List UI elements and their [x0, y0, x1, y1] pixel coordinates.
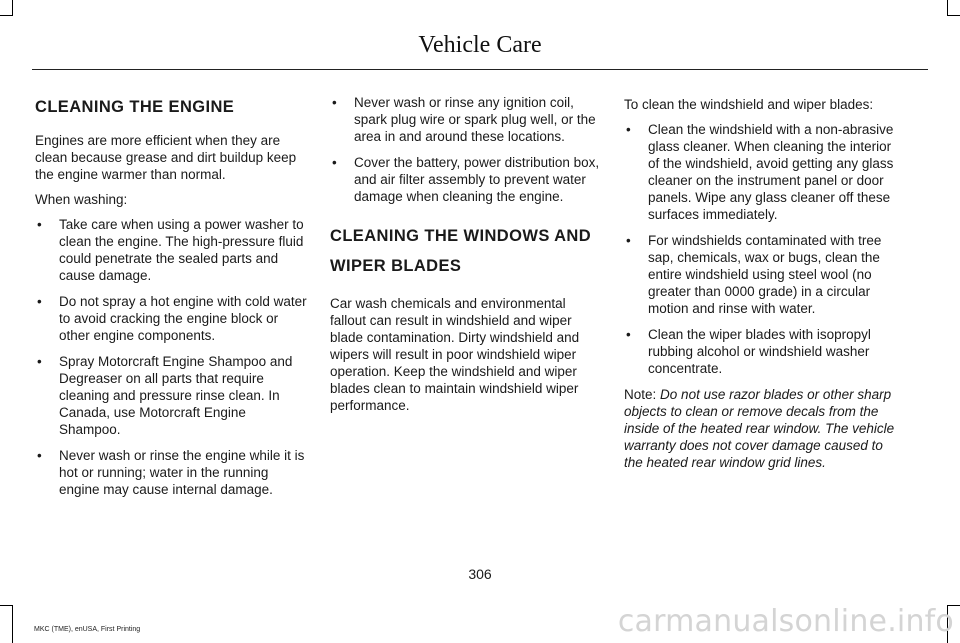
list-item-text: Clean the windshield with a non-abrasive glass cleaner. When cleaning the interior of the windshield, avoid getting any glass cleaner on the instrument panel or door panels. Wipe any glass cleaner off these surfaces immediately. [648, 122, 894, 222]
bullet-icon: • [37, 448, 42, 463]
list-item [35, 353, 309, 438]
list-item [624, 232, 898, 317]
note-paragraph [624, 386, 898, 471]
bullet-icon: • [626, 122, 631, 137]
windshield-cleaning-list [624, 121, 898, 377]
list-item-text: Do not spray a hot engine with cold water to avoid cracking the engine block or other engine components. [59, 294, 307, 343]
windshield-intro: To clean the windshield and wiper blades: [624, 97, 874, 112]
list-item [330, 154, 604, 205]
engine-intro-paragraph: Engines are more efficient when they are clean because grease and dirt buildup keep the engine warmer than normal. [35, 133, 297, 182]
heading-line-2: WIPER BLADES [330, 257, 462, 275]
list-item-text: For windshields contaminated with tree sap, chemicals, wax or bugs, clean the entire windshield using steel wool (no greater than 0000 grade) in a circular motion and rinse with water. [648, 233, 882, 316]
crop-mark-top-right-h [947, 15, 960, 16]
crop-mark-bottom-left-v [12, 605, 13, 643]
list-item-text: Cover the battery, power distribution box, and air filter assembly to prevent water damage when cleaning the engine. [354, 155, 600, 204]
list-item-text: Take care when using a power washer to clean the engine. The high-pressure fluid could penetrate the sealed parts and cause damage. [59, 217, 304, 283]
section-heading-cleaning-windows [330, 221, 604, 281]
list-item [35, 447, 309, 498]
list-item [624, 121, 898, 223]
section-heading-cleaning-engine: CLEANING THE ENGINE [35, 98, 235, 116]
list-item [330, 94, 604, 145]
when-washing-label: When washing: [35, 192, 128, 207]
list-item [624, 326, 898, 377]
bullet-icon: • [37, 294, 42, 309]
bullet-icon: • [626, 327, 631, 342]
list-item-text: Spray Motorcraft Engine Shampoo and Degreaser on all parts that require cleaning and pressure rinse clean. In Canada, use Motorcraft Engine Shampoo. [59, 354, 293, 437]
heading-line-1: CLEANING THE WINDOWS AND [330, 227, 592, 245]
crop-mark-top-right-v [947, 0, 948, 16]
column-2 [330, 94, 604, 422]
note-text: Do not use razor blades or other sharp objects to clean or remove decals from the inside of the heated rear window. The vehicle warranty does not cover damage caused to the heated rear window grid lines. [624, 387, 895, 470]
engine-washing-list [35, 216, 309, 498]
bullet-icon: • [332, 95, 337, 110]
column-1 [35, 96, 309, 507]
note-label: Note: [624, 387, 657, 402]
crop-mark-top-left-v [12, 0, 13, 16]
crop-mark-top-left-h [0, 15, 13, 16]
bullet-icon: • [626, 233, 631, 248]
list-item [35, 293, 309, 344]
crop-mark-bottom-left-h [0, 605, 13, 606]
list-item-text: Never wash or rinse the engine while it is hot or running; water in the running engine may cause internal damage. [59, 448, 305, 497]
page-header-title: Vehicle Care [418, 32, 542, 58]
header-divider [32, 69, 928, 70]
windows-intro-paragraph: Car wash chemicals and environmental fallout can result in windshield and wiper blade contamination. Dirty windshield and wipers will result in poor windshield wiper operation. Keep the windshield and wiper blades clean to maintain windshield wiper performance. [330, 296, 580, 413]
list-item [35, 216, 309, 284]
bullet-icon: • [37, 217, 42, 232]
engine-washing-list-continued [330, 94, 604, 205]
list-item-text: Never wash or rinse any ignition coil, spark plug wire or spark plug well, or the area in and around these locations. [354, 95, 596, 144]
footer-printing-info: MKC (TME), enUSA, First Printing [34, 626, 141, 633]
bullet-icon: • [37, 354, 42, 369]
column-3 [624, 96, 898, 479]
page-number: 306 [468, 566, 492, 582]
list-item-text: Clean the wiper blades with isopropyl rubbing alcohol or windshield washer concentrate. [648, 327, 871, 376]
bullet-icon: • [332, 155, 337, 170]
watermark: carmanualsonline.info [617, 604, 954, 639]
